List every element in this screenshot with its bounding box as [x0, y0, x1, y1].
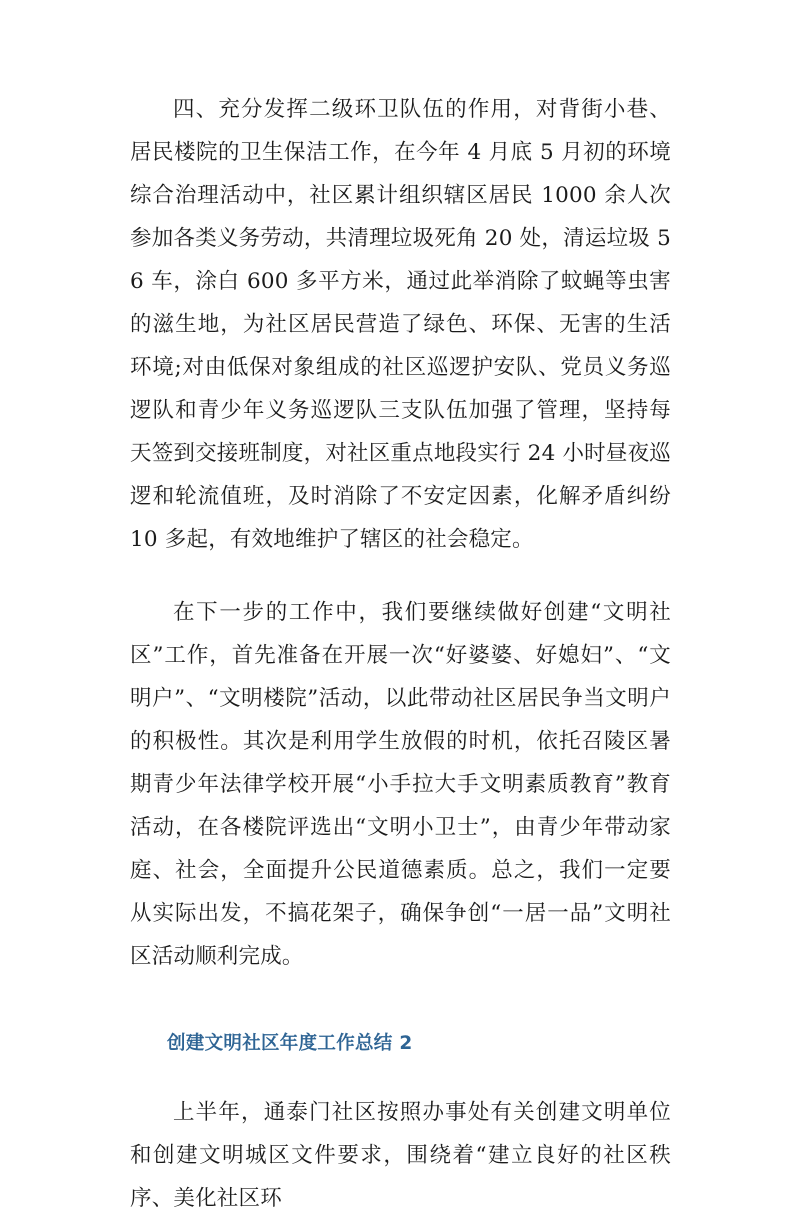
heading-spacer [130, 1008, 671, 1022]
document-body [130, 88, 671, 1220]
paragraph-section-four: 四、充分发挥二级环卫队伍的作用，对背街小巷、居民楼院的卫生保洁工作，在今年 4 月底 5 月初的环境综合治理活动中，社区累计组织辖区居民 1000 余人次参加各类义务劳动，共清理垃圾死角 20 处，清运垃圾 56 车，涂白 600 多平方米，通过此举消除了蚊蝇等虫害的滋生地，为社区居民营造了绿色、环保、无害的生活环境;对由低保对象组成的社区巡逻护安队、党员义务巡逻队和青少年义务巡逻队三支队伍加强了管理，坚持每天签到交接班制度，对社区重点地段实行 24 小时昼夜巡逻和轮流值班，及时消除了不安定因素，化解矛盾纠纷 10 多起，有效地维护了辖区的社会稳定。 [130, 97, 671, 552]
paragraph-tongtaimen-community: 上半年，通泰门社区按照办事处有关创建文明单位和创建文明城区文件要求，围绕着“建立良好的社区秩序、美化社区环 [130, 1100, 671, 1211]
section-heading-annual-summary-2: 创建文明社区年度工作总结 2 [167, 1033, 413, 1054]
paragraph-next-steps: 在下一步的工作中，我们要继续做好创建“文明社区”工作，首先准备在开展一次“好婆婆、好媳妇”、“文明户”、“文明楼院”活动，以此带动社区居民争当文明户的积极性。其次是利用学生放假的时机，依托召陵区暑期青少年法律学校开展“小手拉大手文明素质教育”教育活动，在各楼院评选出“文明小卫士”，由青少年带动家庭、社会，全面提升公民道德素质。总之，我们一定要从实际出发，不搞花架子，确保争创“一居一品”文明社区活动顺利完成。 [130, 600, 671, 969]
